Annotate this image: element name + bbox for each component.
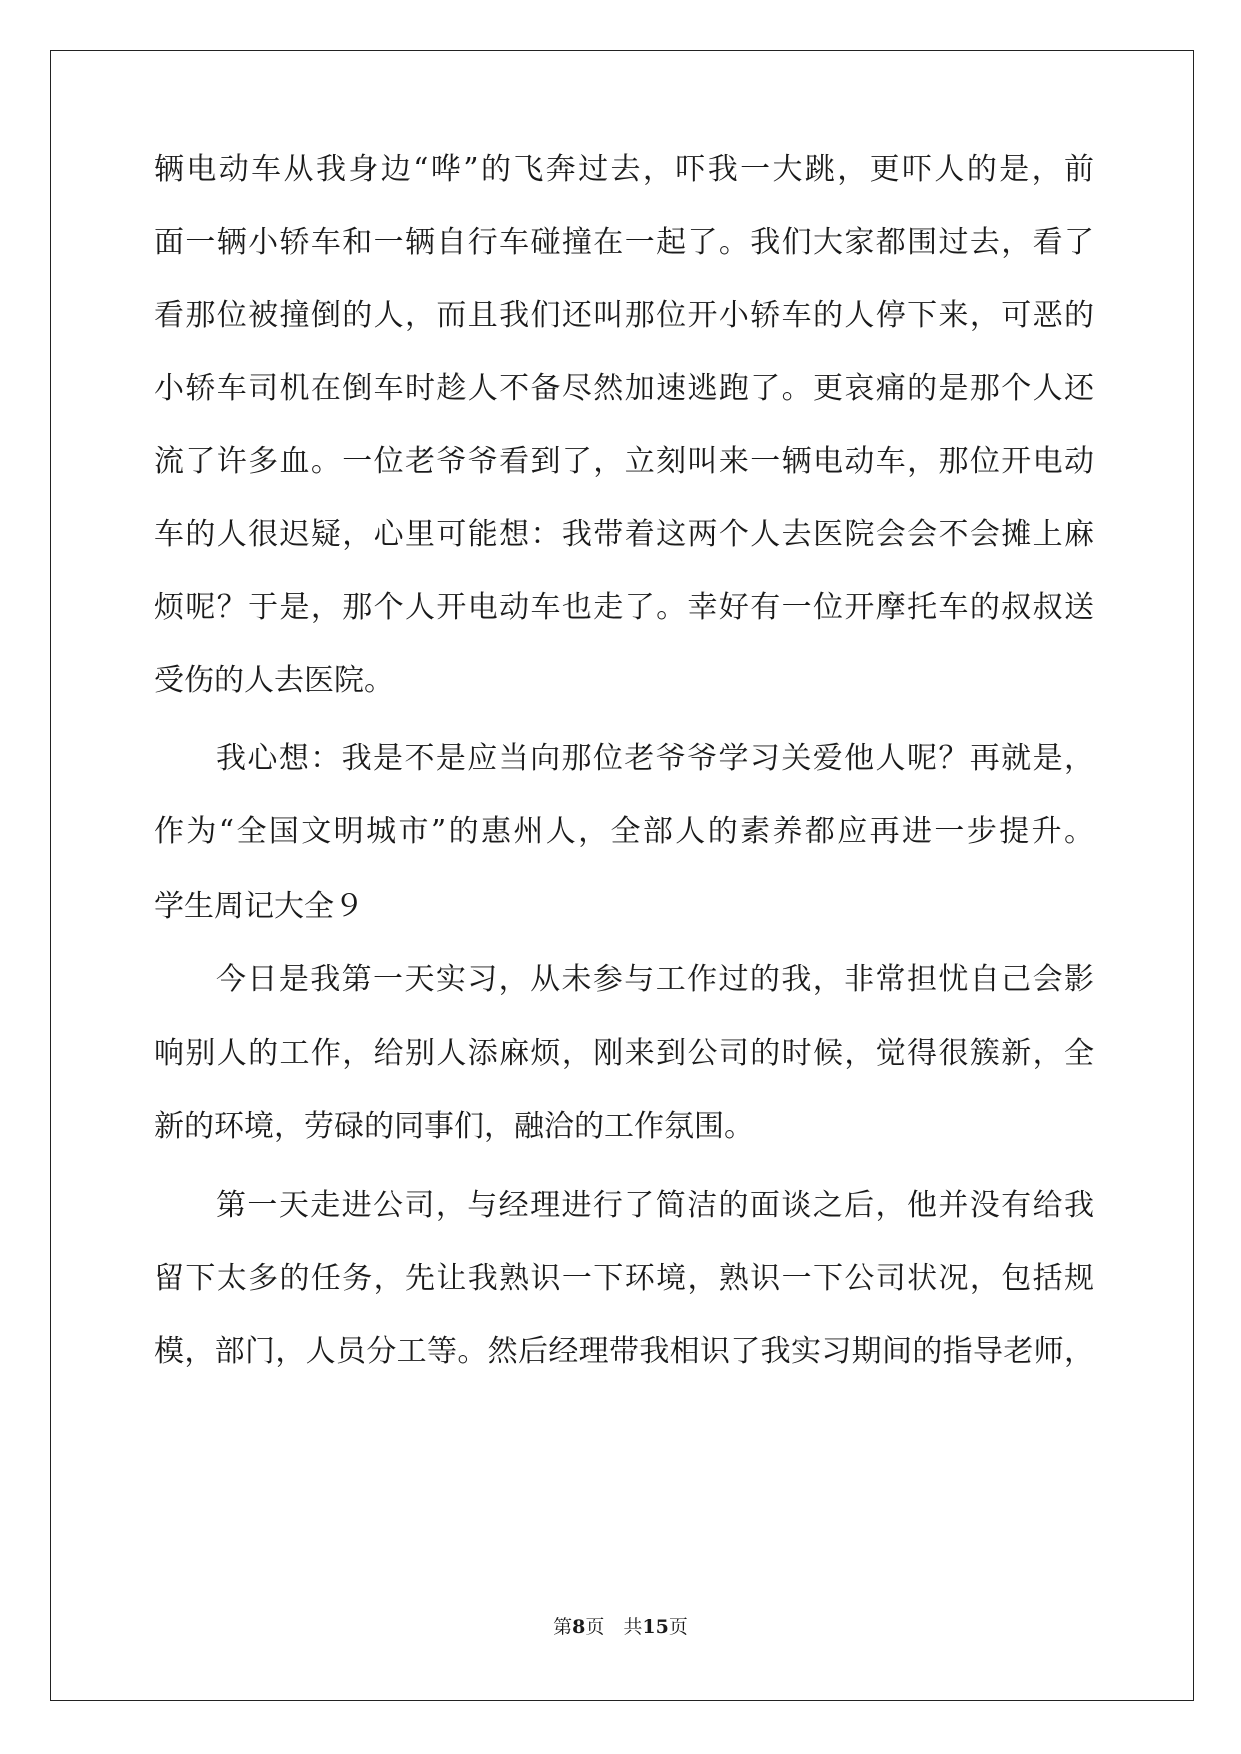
text-line-2: 面一辆小轿车和一辆自行车碰撞在一起了。我们大家都围过去，看了 xyxy=(154,225,1094,260)
text-line-7: 烦呢？于是，那个人开电动车也走了。幸好有一位开摩托车的叔叔送 xyxy=(154,590,1094,625)
text-line-10: 作为“全国文明城市”的惠州人，全部人的素养都应再进一步提升。 xyxy=(154,814,1094,849)
text-line-6: 车的人很迟疑，心里可能想：我带着这两个人去医院会会不会摊上麻 xyxy=(154,517,1094,552)
text-line-8: 受伤的人去医院。 xyxy=(154,663,394,698)
text-line-12: 今日是我第一天实习，从未参与工作过的我，非常担忧自己会影 xyxy=(216,962,1094,997)
text-line-16: 留下太多的任务，先让我熟识一下环境，熟识一下公司状况，包括规 xyxy=(154,1261,1094,1296)
text-line-17: 模，部门，人员分工等。然后经理带我相识了我实习期间的指导老师， xyxy=(154,1334,1094,1369)
section-heading: 学生周记大全９ xyxy=(154,889,364,924)
text-line-3: 看那位被撞倒的人，而且我们还叫那位开小轿车的人停下来，可恶的 xyxy=(154,298,1094,333)
text-line-14: 新的环境，劳碌的同事们，融洽的工作氛围。 xyxy=(154,1109,754,1144)
footer-suffix: 页 xyxy=(668,1616,688,1638)
text-line-5: 流了许多血。一位老爷爷看到了，立刻叫来一辆电动车，那位开电动 xyxy=(154,444,1094,479)
footer-total-pages: 15 xyxy=(642,1616,669,1638)
footer-prefix: 第 xyxy=(553,1616,573,1638)
text-line-15: 第一天走进公司，与经理进行了简洁的面谈之后，他并没有给我 xyxy=(216,1188,1094,1223)
text-line-13: 响别人的工作，给别人添麻烦，刚来到公司的时候，觉得很簇新，全 xyxy=(154,1036,1094,1071)
text-line-1: 辆电动车从我身边“哗”的飞奔过去，吓我一大跳，更吓人的是，前 xyxy=(154,152,1094,187)
text-line-4: 小轿车司机在倒车时趁人不备尽然加速逃跑了。更哀痛的是那个人还 xyxy=(154,371,1094,406)
text-line-9: 我心想：我是不是应当向那位老爷爷学习关爱他人呢？再就是， xyxy=(216,741,1094,776)
footer-page-number: 8 xyxy=(572,1616,586,1638)
page-footer xyxy=(0,1612,1241,1642)
footer-middle: 页 共 xyxy=(585,1616,643,1638)
